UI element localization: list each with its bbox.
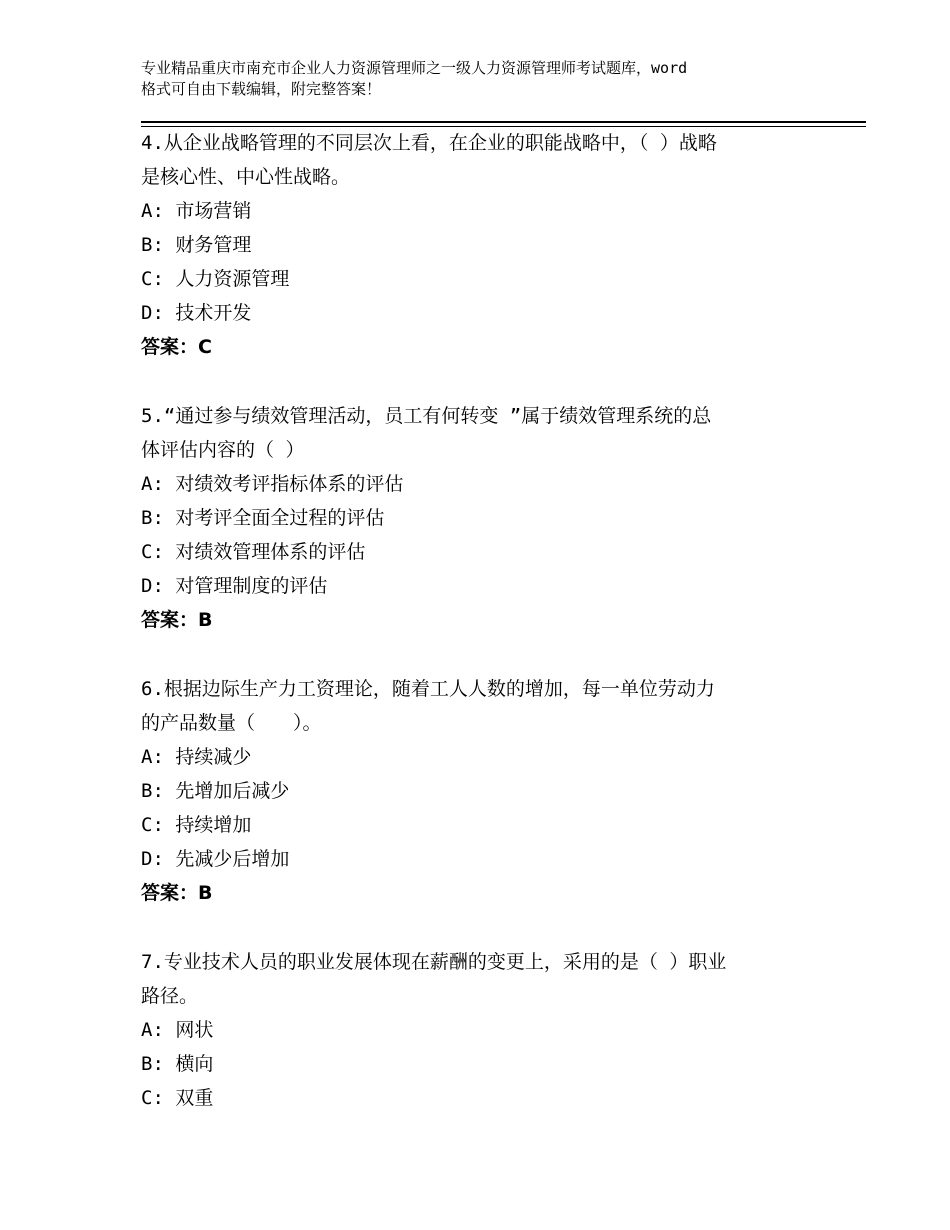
question-stem-line: 体评估内容的（ ） xyxy=(141,439,305,461)
option-b: B: 先增加后减少 xyxy=(141,780,290,802)
question-7 xyxy=(141,945,821,1115)
question-stem-line: 是核心性、中心性战略。 xyxy=(141,166,351,188)
question-5 xyxy=(141,399,821,637)
header-divider-thick xyxy=(141,121,866,123)
option-a: A: 对绩效考评指标体系的评估 xyxy=(141,473,404,495)
question-stem-line: 的产品数量（ ）。 xyxy=(141,712,322,734)
option-c: C: 人力资源管理 xyxy=(141,268,290,290)
question-6 xyxy=(141,672,821,910)
option-b: B: 横向 xyxy=(141,1053,214,1075)
option-b: B: 对考评全面全过程的评估 xyxy=(141,507,385,529)
document-header xyxy=(141,58,841,100)
question-spacer xyxy=(141,637,821,672)
option-a: A: 持续减少 xyxy=(141,746,252,768)
question-stem-line: 路径。 xyxy=(141,985,199,1007)
option-c: C: 双重 xyxy=(141,1087,214,1109)
option-d: D: 技术开发 xyxy=(141,302,252,324)
question-spacer xyxy=(141,910,821,945)
option-a: A: 市场营销 xyxy=(141,200,252,222)
header-line-1: 专业精品重庆市南充市企业人力资源管理师之一级人力资源管理师考试题库，word xyxy=(141,59,688,77)
question-spacer xyxy=(141,364,821,399)
option-d: D: 先减少后增加 xyxy=(141,848,290,870)
option-d: D: 对管理制度的评估 xyxy=(141,575,328,597)
option-a: A: 网状 xyxy=(141,1019,214,1041)
answer-label: 答案：B xyxy=(141,882,213,904)
answer-label: 答案：B xyxy=(141,609,213,631)
answer-label: 答案：C xyxy=(141,336,212,358)
question-stem-line: 7.专业技术人员的职业发展体现在薪酬的变更上，采用的是（ ）职业 xyxy=(141,951,727,973)
option-c: C: 持续增加 xyxy=(141,814,252,836)
question-stem-line: 6.根据边际生产力工资理论，随着工人人数的增加，每一单位劳动力 xyxy=(141,678,715,700)
option-c: C: 对绩效管理体系的评估 xyxy=(141,541,366,563)
question-4 xyxy=(141,126,821,364)
question-list xyxy=(141,126,821,1115)
header-line-2: 格式可自由下载编辑，附完整答案！ xyxy=(141,80,382,98)
question-stem-line: 5.“通过参与绩效管理活动，员工有何转变 ”属于绩效管理系统的总 xyxy=(141,405,712,427)
question-stem-line: 4.从企业战略管理的不同层次上看，在企业的职能战略中，（ ）战略 xyxy=(141,132,717,154)
option-b: B: 财务管理 xyxy=(141,234,252,256)
